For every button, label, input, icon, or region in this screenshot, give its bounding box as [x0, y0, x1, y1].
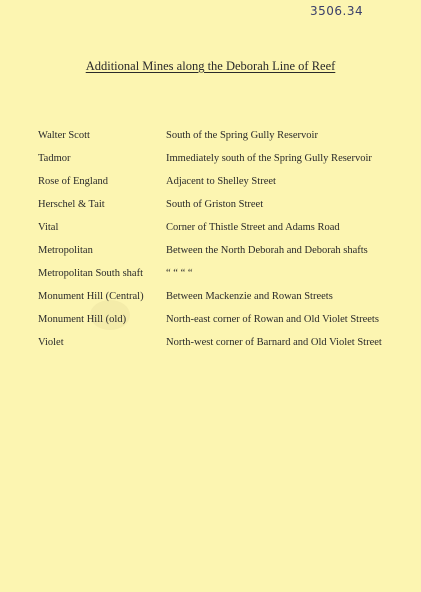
mine-row	[0, 127, 421, 145]
mine-row	[0, 219, 421, 237]
mine-row	[0, 311, 421, 329]
mine-row	[0, 150, 421, 168]
mine-name: Vital	[38, 222, 59, 233]
mine-row	[0, 265, 421, 283]
mine-name: Walter Scott	[38, 130, 90, 141]
mine-name: Violet	[38, 337, 64, 348]
mine-name: Rose of England	[38, 176, 108, 187]
mine-location: South of Griston Street	[166, 199, 264, 210]
mine-location-ditto: “ “ “ “	[166, 268, 193, 279]
mine-row	[0, 288, 421, 306]
mine-location: Between the North Deborah and Deborah shafts	[166, 245, 368, 256]
mine-location: Immediately south of the Spring Gully Reservoir	[166, 153, 372, 164]
mine-row	[0, 334, 421, 352]
mine-name: Monument Hill (Central)	[38, 291, 144, 302]
mine-location: Adjacent to Shelley Street	[166, 176, 276, 187]
mine-name: Herschel & Tait	[38, 199, 105, 210]
handwritten-reference-number: 3506.34	[310, 4, 364, 18]
mine-location: South of the Spring Gully Reservoir	[166, 130, 318, 141]
mine-name: Monument Hill (old)	[38, 314, 127, 325]
mine-row	[0, 196, 421, 214]
mine-row	[0, 242, 421, 260]
mine-name: Metropolitan	[38, 245, 93, 256]
mine-location: Corner of Thistle Street and Adams Road	[166, 222, 340, 233]
mine-location: North-west corner of Barnard and Old Violet Street	[166, 337, 382, 348]
mine-name: Metropolitan South shaft	[38, 268, 143, 279]
mine-location: Between Mackenzie and Rowan Streets	[166, 291, 333, 302]
mine-location: North-east corner of Rowan and Old Violet Streets	[166, 314, 379, 325]
mine-name: Tadmor	[38, 153, 71, 164]
mine-row	[0, 173, 421, 191]
page-title: Additional Mines along the Deborah Line of Reef	[85, 59, 336, 73]
